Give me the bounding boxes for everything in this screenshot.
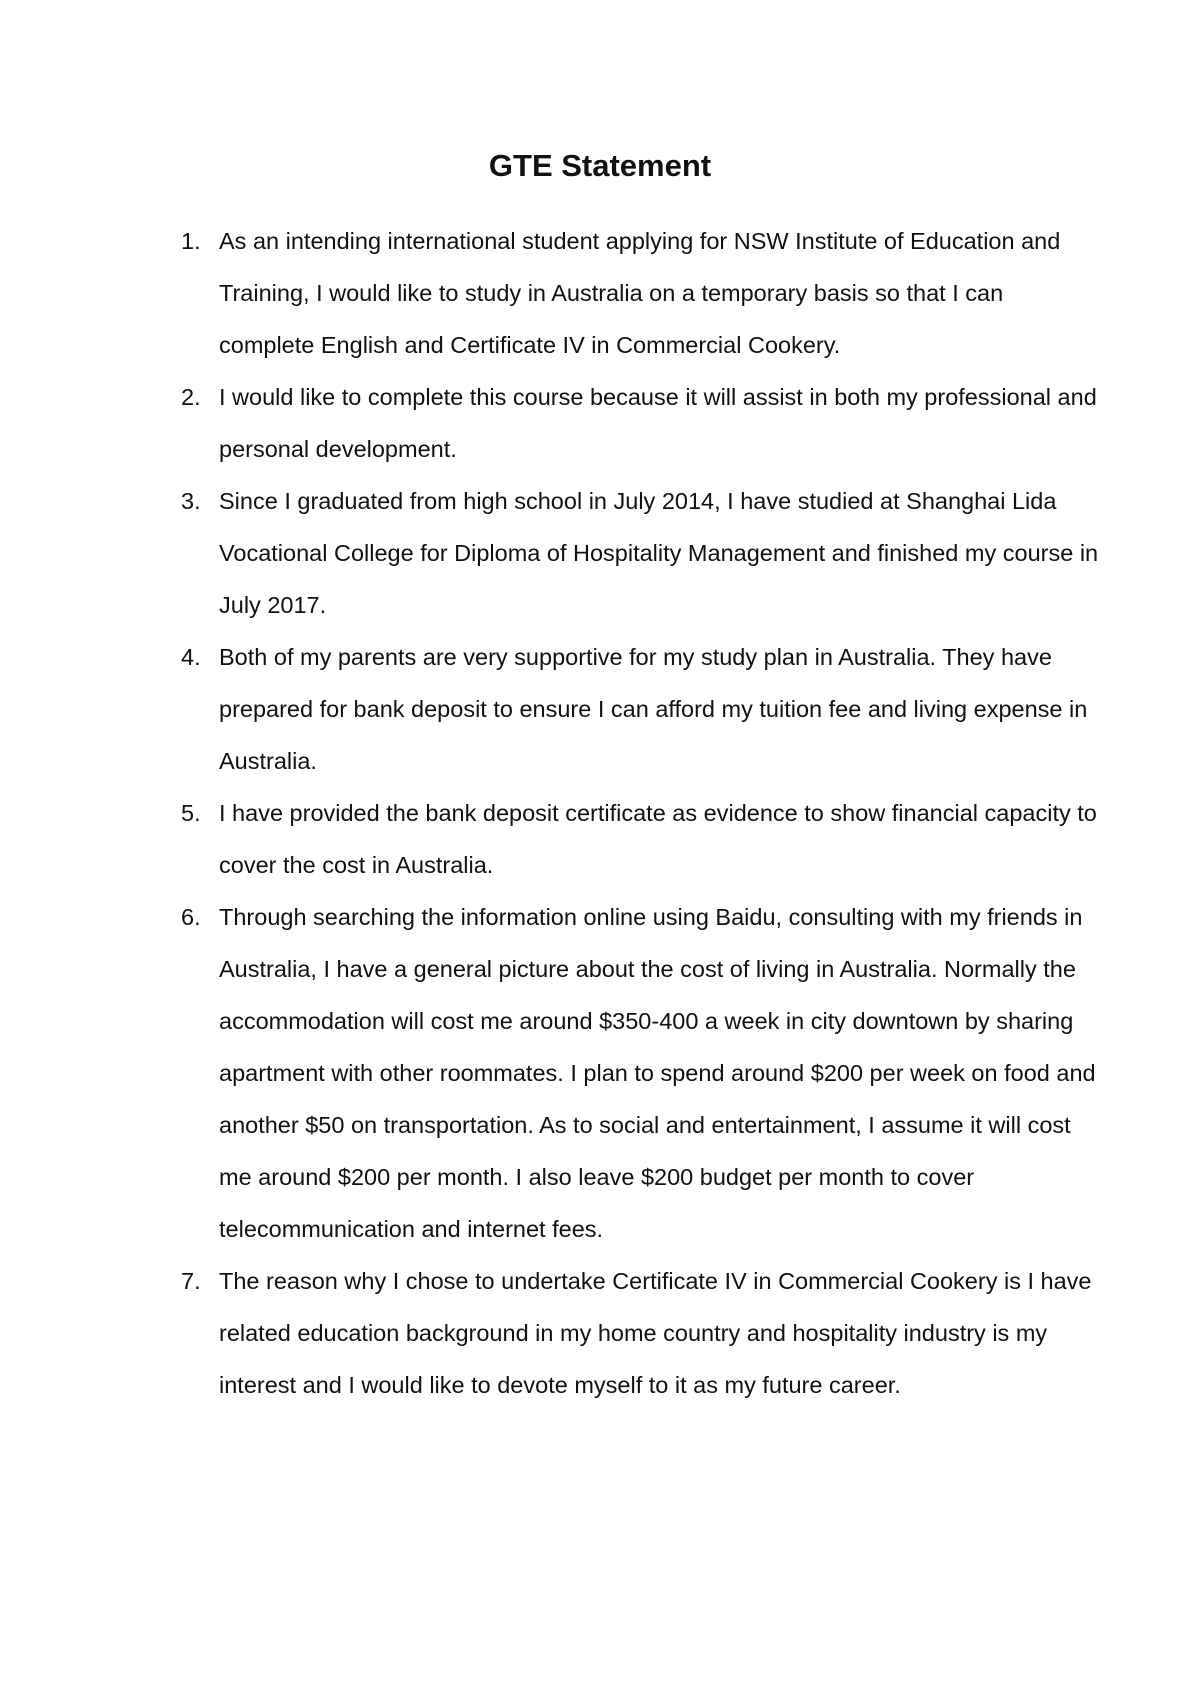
item-number: 1.: [181, 228, 201, 254]
item-text: Through searching the information online using Baidu, consulting with my friends in Australia, I have a general picture about the cost of living in Australia. Normally the accommodation will cost me around $350-400 a week in city downtown by sharing apartment with other roommates. I plan to spend around $200 per week on food and another $50 on transportation. As to social and entertainment, I assume it will cost me around $200 per month. I also leave $200 budget per month to cover telecommunication and internet fees.: [219, 904, 1096, 1242]
item-text: As an intending international student applying for NSW Institute of Education and Training, I would like to study in Australia on a temporary basis so that I can complete English and Certificate IV in Commercial Cookery.: [219, 228, 1061, 358]
statement-item-2: [0, 371, 1200, 475]
item-number: 7.: [181, 1268, 201, 1294]
item-number: 6.: [181, 904, 201, 930]
item-text: Since I graduated from high school in July 2014, I have studied at Shanghai Lida Vocational College for Diploma of Hospitality Management and finished my course in July 2017.: [219, 488, 1099, 618]
statement-item-1: [0, 215, 1200, 371]
item-number: 4.: [181, 644, 201, 670]
statement-item-3: [0, 475, 1200, 631]
statement-item-6: [0, 891, 1200, 1255]
item-text: I have provided the bank deposit certificate as evidence to show financial capacity to cover the cost in Australia.: [219, 800, 1097, 878]
item-text: The reason why I chose to undertake Certificate IV in Commercial Cookery is I have related education background in my home country and hospitality industry is my interest and I would like to devote myself to it as my future career.: [219, 1268, 1092, 1398]
item-text: Both of my parents are very supportive for my study plan in Australia. They have prepared for bank deposit to ensure I can afford my tuition fee and living expense in Australia.: [219, 644, 1088, 774]
item-number: 2.: [181, 384, 201, 410]
statement-item-4: [0, 631, 1200, 787]
item-text: I would like to complete this course because it will assist in both my professional and personal development.: [219, 384, 1097, 462]
document-title: GTE Statement: [488, 148, 712, 183]
item-number: 5.: [181, 800, 201, 826]
item-number: 3.: [181, 488, 201, 514]
statement-item-5: [0, 787, 1200, 891]
statement-list: [0, 215, 1200, 1411]
statement-item-7: [0, 1255, 1200, 1411]
